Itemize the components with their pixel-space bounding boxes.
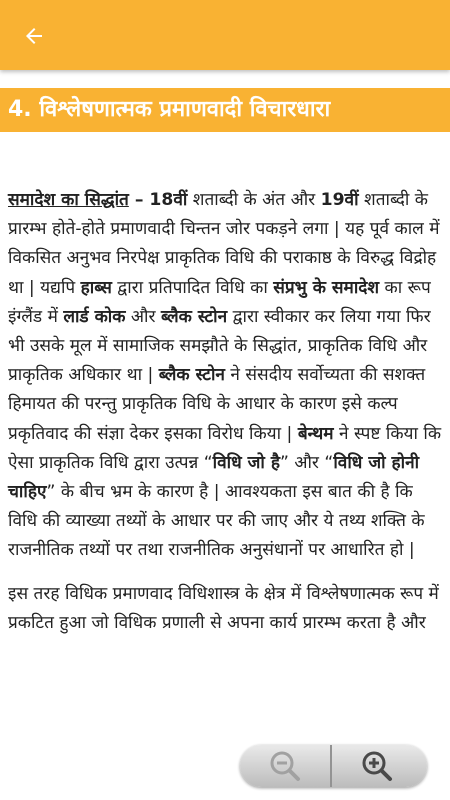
- text-run: 18वीं: [149, 190, 188, 210]
- article-paragraph-1: [8, 186, 442, 566]
- zoom-in-button[interactable]: [332, 745, 422, 787]
- text-run: शताब्दी के प्रारम्भ होते-होते प्रमाणवादी चिन्तन जोर पकड़ने लगा | यह पूर्व काल में विकसित अनुभव निरपेक्ष प्राकृतिक विधि की पराकाष्ठ के विरुद्ध विद्रोह था | यद्यपि: [8, 190, 440, 298]
- text-run: ब्लैक स्टोन: [158, 365, 225, 386]
- text-run: संप्रभु के समादेश: [273, 277, 380, 298]
- article-content: [8, 186, 442, 638]
- text-run: द्वारा स्वीकार कर लिया गया फिर भी उसके मूल में सामाजिक समझौते के सिद्धांत, प्राकृतिक विधि और प्राकृतिक अधिकार था |: [8, 306, 431, 386]
- text-run: का रूप इंग्लैंड में: [8, 277, 431, 327]
- section-heading-band: [0, 88, 450, 132]
- zoom-out-button[interactable]: [240, 745, 330, 787]
- text-run: विधि जो है: [212, 452, 280, 473]
- zoom-out-icon: [268, 749, 302, 783]
- text-run: बेन्थम: [297, 423, 334, 444]
- zoom-controls: [240, 745, 427, 787]
- text-run: ब्लैक स्टोन: [161, 306, 228, 327]
- back-button[interactable]: [14, 16, 54, 56]
- section-heading: 4. विश्लेषणात्मक प्रमाणवादी विचारधारा: [8, 97, 331, 122]
- text-run: लार्ड कोक: [63, 306, 126, 327]
- topic-title: समादेश का सिद्धांत: [8, 190, 129, 210]
- text-run: शताब्दी के अंत और: [187, 190, 321, 210]
- article-paragraph-2: इस तरह विधिक प्रमाणवाद विधिशास्त्र के क्षेत्र में विश्लेषणात्मक रूप में प्रकटित हुआ जो विधिक प्रणाली से अपना कार्य प्रारम्भ करता है और: [8, 583, 439, 633]
- text-run: द्वारा प्रतिपादित विधि का: [111, 277, 274, 298]
- text-run: और: [125, 306, 162, 327]
- text-run: –: [128, 190, 150, 210]
- text-run: ने संसदीय सर्वोच्यता की सशक्त हिमायत की परन्तु प्राकृतिक विधि के आधार के कारण इसे कल्प प्रकृतिवाद की संज्ञा देकर इसका विरोध किया |: [8, 365, 426, 444]
- text-run: 19वीं: [320, 190, 359, 210]
- text-run: ” के बीच भ्रम के कारण है | आवश्यकता इस बात की है कि विधि की व्याख्या तथ्यों के आधार पर की जाए और ये तथ्य शक्ति के राजनीतिक तथ्यों पर तथा राजनीतिक अनुसंधानों पर आधारित हो |: [8, 482, 425, 561]
- text-run: ने स्पष्ट किया कि ऐसा प्राकृतिक विधि द्वारा उत्पन्न “: [8, 423, 442, 473]
- arrow-left-icon: [22, 24, 46, 48]
- app-bar: [0, 0, 450, 70]
- zoom-in-icon: [360, 749, 394, 783]
- text-run: ” और “: [279, 452, 334, 473]
- text-run: विधि जो होनी चाहिए: [8, 452, 420, 503]
- text-run: हाब्स: [80, 277, 112, 298]
